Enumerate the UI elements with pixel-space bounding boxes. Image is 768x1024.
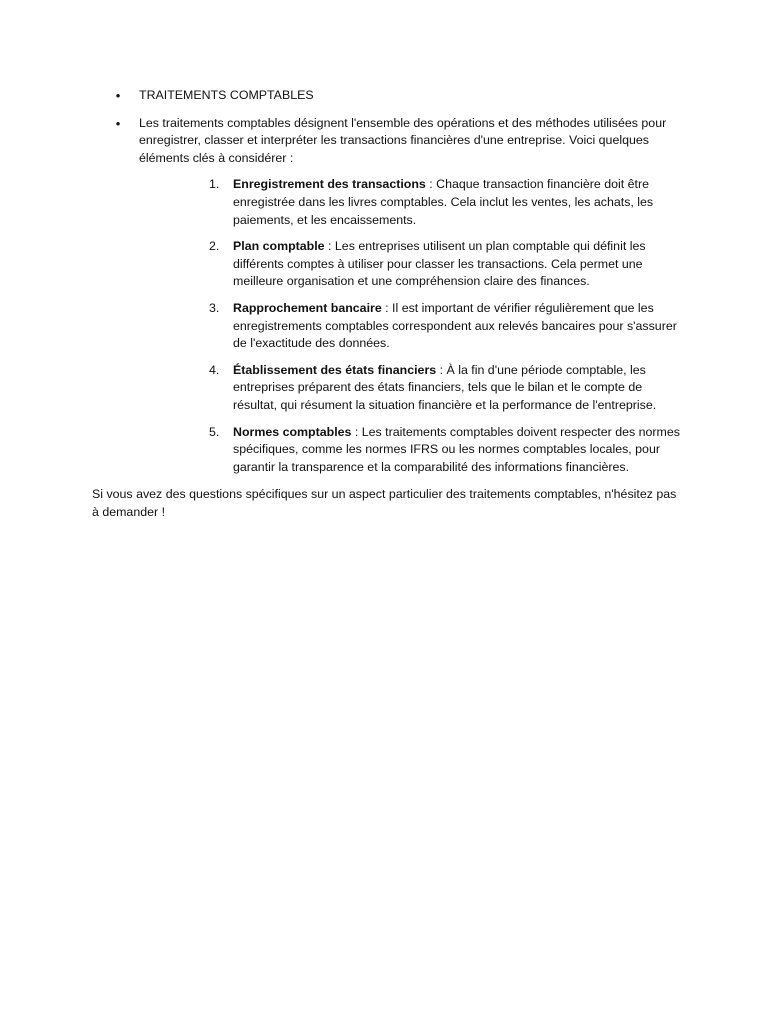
list-item (139, 238, 682, 291)
intro-text: Les traitements comptables désignent l'ensemble des opérations et des méthodes utilisées pour enregistrer, classer et interpréter les transactions financières d'une entreprise. Voici quelques éléments clés à considérer : (139, 115, 667, 165)
list-item (139, 362, 682, 415)
heading-text: TRAITEMENTS COMPTABLES (139, 88, 314, 102)
list-item (139, 424, 682, 477)
bullet-dot-icon: • (115, 115, 121, 131)
document-body (92, 87, 682, 521)
item-description: : Les traitements comptables doivent respecter des normes spécifiques, comme les normes IFRS ou les normes comptables locales, pour garantir la transparence et la comparabilité des informations financières. (233, 424, 680, 474)
item-description: : Les entreprises utilisent un plan comptable qui définit les différents comptes à utiliser pour classer les transactions. Cela permet une meilleure organisation et une compréhension claire des finances. (233, 239, 646, 289)
item-number: 3. (209, 300, 220, 315)
numbered-list (139, 176, 682, 476)
item-description: : Il est important de vérifier régulièrement que les enregistrements comptables correspondent aux relevés bancaires pour s'assurer de l'exactitude des données. (233, 300, 677, 351)
item-term: Plan comptable (233, 239, 325, 254)
item-number: 4. (209, 362, 220, 377)
bullet-item-intro (92, 115, 682, 477)
bullet-list (92, 87, 682, 476)
item-description: : À la fin d'une période comptable, les entreprises préparent des états financiers, tels que le bilan et le compte de résultat, qui résument la situation financière et la performance de l'entreprise. (233, 362, 657, 412)
item-term: Normes comptables (233, 424, 352, 439)
closing-paragraph: Si vous avez des questions spécifiques sur un aspect particulier des traitements comptables, n'hésitez pas à demander ! (92, 487, 677, 519)
item-number: 1. (209, 177, 220, 192)
item-term: Rapprochement bancaire (233, 300, 382, 315)
item-term: Enregistrement des transactions (233, 177, 426, 192)
bullet-dot-icon: • (115, 88, 121, 103)
item-number: 5. (209, 424, 220, 439)
item-number: 2. (209, 239, 220, 254)
list-item (139, 300, 682, 353)
item-term: Établissement des états financiers (233, 362, 437, 377)
bullet-item-heading (92, 87, 682, 105)
list-item (139, 176, 682, 229)
item-description: : Chaque transaction financière doit être enregistrée dans les livres comptables. Cela inclut les ventes, les achats, les paiements, et les encaissements. (233, 177, 654, 227)
